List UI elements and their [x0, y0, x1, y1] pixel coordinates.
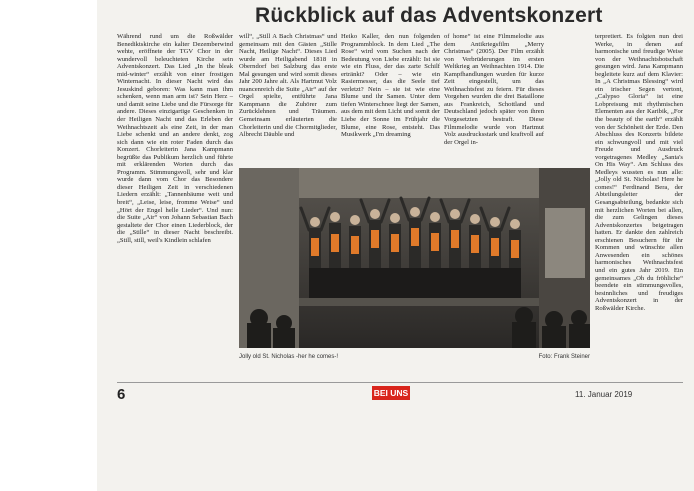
column-text: Heiko Kaller, den nun folgenden Programmblock. In dem Lied „The Rose“ wird vom Suchen nach der Bedeutung von Liebe erzählt: Ist sie wie ein Fluss, der das zarte Schilf ertränkt? Oder – wie ein Rasiermesser, das die Seele tief verletzt? Nein – sie ist wie eine Blume und ihr Samen. Unter dem tiefen Winterschnee liegt der Samen, aus dem mit dem Licht und somit der Liebe der Sonne im Frühjahr die Blume, eine Rose, entsteht. Das Musikwerk „I'm dreaming [341, 33, 440, 139]
photo-credit: Foto: Frank Steiner [538, 354, 590, 360]
photo-caption-bar [239, 354, 590, 360]
issue-date: 11. Januar 2019 [575, 390, 633, 399]
footer-divider [117, 382, 683, 383]
article-column-1 [117, 33, 233, 368]
headline: Rückblick auf das Adventskonzert [255, 4, 603, 27]
column-text: of home“ ist eine Filmmelodie aus dem Antikriegsfilm „Merry Christmas“ (2005). Der Film erzählt von Verbrüderungen im ersten Weltkrieg an Weihnachten 1914. Die Kampfhandlungen wurden für kurze Zeit eingestellt, um das Weihnachtsfest zu feiern. Für dieses Vorgehen wurden die drei Bataillone aus Frankreich, Schottland und Deutschland jedoch später von ihren Vorgesetzten bestraft. Diese Filmmelodie wurde von Hartmut Volz ausdrucksstark und kraftvoll auf der Orgel in- [444, 33, 544, 146]
article-column-2 [239, 33, 337, 165]
photo-caption: Jolly old St. Nicholas -her he comes-! [239, 354, 339, 360]
page-number: 6 [117, 386, 126, 403]
section-label: BEI UNS [373, 388, 409, 398]
article-column-4 [444, 33, 544, 165]
column-text: will“, „Still A Bach Christmas“ und gemeinsam mit den Gästen „Stille Nacht, Heilige Nacht“. Dieses Lied wurde am Heiligabend 1818 in Oberndorf bei Salzburg das erste Mal gesungen und wird somit dieses Jahr 200 Jahre alt. Als Hartmut Volz nuancenreich die Suite „Air“ auf der Orgel spielte, entführte Jana Kampmann die Zuhörer zum Zurücklehnen und Träumen. Gemeinsam erläuterten die Chorleiterin und die Chormitglieder, Albrecht Däuble und [239, 33, 337, 139]
article-column-5 [595, 33, 683, 368]
choir-photo [239, 168, 590, 348]
column-text: Während rund um die Roßwälder Benediktskirche ein kalter Dezemberwind wehte, eröffnete der TGV Chor in der wundervoll beleuchteten Kirche sein Adventskonzert. Das Lied „In the bleak mid-winter“ erzählt von einer frostigen Winternacht. In dieser Nacht wird das Jesuskind geboren: Was kann man ihm schenken, wenn man arm ist? Sein Herz – und damit seine Liebe und die Fürsorge für andere. Dieses einzigartige Geschenken in der Heiligen Nacht und das Erleben der Weihnachtszeit als eine Zeit, in der man Liebe schenkt und an andere denkt, zog sich dann wie ein roter Faden durch das Konzert. Chorleiterin Jana Kampmann begrüßte das Publikum herzlich und führte mit erklärenden Worten durch das Programm. Stimmungsvoll, sehr und klar wurde dann vom Chor das Besondere dieser Heiligen Zeit in verschiedenen Liedern erzählt: „Tannenbäume weit und breit“, „Leise, leise, fromme Weise“ und „Hört der Engel helle Lieder“. Und nun: die Suite „Air“ von Johann Sebastian Bach gestaltete der Chor einen Liederblock, der die „Stille“ in dieser Nacht beschreibt. „Still, still, weil's Kindlein schlafen [117, 33, 233, 244]
column-text: terpretiert. Es folgten nun drei Werke, in denen auf harmonische und freudige Weise von der Weihnachtsbotschaft gesungen wird. Jana Kampmann begleitete kurz auf dem Klavier: In „A Christmas Blessing“ wird ein irischer Segen vertont, „Calypso Gloria“ ist eine Lobpreisung mit rhythmischen Elementen aus der Karibik, „For the beauty of the earth“ erzählt von der Schönheit der Erde. Den Abschluss des Konzerts bildete ein schwungvoll und mit viel Freude und Ausdruck vorgetragenes Medley „Santa's On His Way“. Am Schluss des Medleys wussten es nun alle: „Jolly old St. Nicholas! Here he comes!“ Ferdinand Bera, der Abteilungsleiter der Gesangsabteilung, bedankte sich mit herzlichen Worten bei allen, die zum Gelingen dieses Adventskonzertes beigetragen hatten. Er dankte den zahlreich erschienen Besuchern für ihr Kommen und wünschte allen Anwesenden ein schönes harmonisches Weihnachtsfest und ein gutes Jahr 2019. Ein gemeinsames „Oh du fröhliche“ beendete ein stimmungsvolles, besinnliches und freudiges Adventskonzert in der Roßwälder Kirche. [595, 33, 683, 312]
article-column-3 [341, 33, 440, 165]
